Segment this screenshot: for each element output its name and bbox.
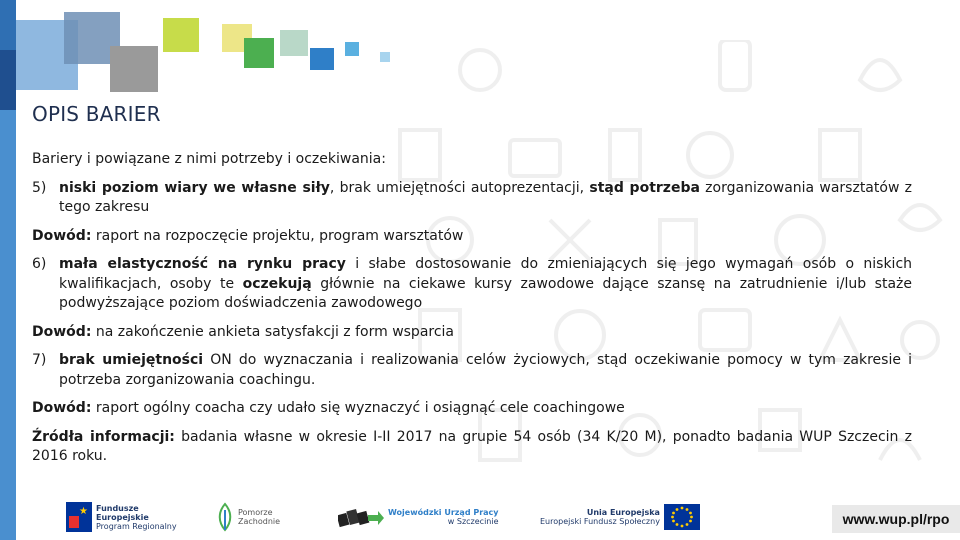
evidence-text: raport na rozpoczęcie projektu, program warsztatów	[91, 227, 464, 244]
item-bold2: stąd potrzeba	[589, 179, 700, 196]
logo-wup	[338, 500, 499, 534]
evidence-7	[32, 399, 912, 419]
svg-text:★: ★	[79, 506, 88, 517]
page-title: OPIS BARIER	[32, 102, 161, 126]
website-link[interactable]: www.wup.pl/rpo	[832, 505, 960, 533]
square	[310, 48, 334, 70]
evidence-text: raport ogólny coacha czy udało się wyznaczyć i osiągnąć cele coachingowe	[91, 400, 625, 416]
sources-text: badania własne w okresie I-II 2017 na grupie 54 osób (34 K/20 M), ponadto badania WUP Szczecin z 2016 roku.	[32, 428, 912, 464]
evidence-6	[32, 323, 912, 343]
pomorze-leaf-icon	[216, 502, 234, 532]
sources	[32, 428, 912, 467]
barriers-content	[32, 150, 912, 476]
logo-pomorze-zachodnie	[216, 500, 280, 534]
barrier-item-6	[32, 255, 912, 314]
logo-text: Fundusze	[96, 503, 139, 513]
item-text	[59, 179, 912, 218]
item-text	[59, 255, 912, 314]
logo-unia-europejska	[540, 500, 700, 534]
item-number: 5)	[32, 179, 47, 196]
side-accent-segment	[0, 50, 16, 110]
side-accent-bar	[0, 0, 16, 540]
item-mid: , brak umiejętności autoprezentacji,	[329, 179, 590, 196]
logo-text: Wojewódzki Urząd Pracy	[388, 508, 499, 517]
square	[244, 38, 274, 68]
barrier-item-7	[32, 351, 912, 390]
item-rest: ON do wyznaczania i realizowania celów życiowych, stąd oczekiwanie pomocy w tym zakresie i potrzeba zorganizowania coachingu.	[59, 352, 912, 388]
logo-text: Zachodnie	[238, 517, 281, 526]
item-rest: głównie na ciekawe kursy zawodowe dające szansę na zatrudnienie i/lub staże podwyższające poziom doświadczenia zawodowego	[59, 275, 912, 311]
square	[280, 30, 308, 56]
ue-text	[540, 508, 660, 526]
evidence-5	[32, 227, 912, 247]
eu-flag-icon	[664, 504, 700, 530]
square	[110, 46, 158, 92]
fe-text	[96, 504, 177, 531]
evidence-label: Dowód:	[32, 323, 92, 340]
logo-fundusze-europejskie	[66, 500, 177, 534]
item-bold: brak umiejętności	[59, 352, 204, 368]
square	[345, 42, 359, 56]
evidence-label: Dowód:	[32, 400, 92, 416]
logo-text: Pomorze	[238, 508, 273, 517]
square	[163, 18, 199, 52]
pomorze-text	[238, 508, 280, 526]
item-bold2: oczekują	[242, 275, 312, 292]
wup-text	[388, 508, 499, 526]
item-rest: zorganizowania warsztatów z tego zakresu	[59, 179, 913, 215]
sources-label: Źródła informacji:	[32, 428, 175, 445]
side-accent-segment	[0, 0, 16, 50]
item-number: 6)	[32, 256, 47, 272]
item-bold: niski poziom wiary we własne siły	[59, 179, 330, 196]
wup-blocks-icon	[338, 504, 384, 530]
logo-text: Europejski Fundusz Społeczny	[540, 517, 660, 526]
evidence-label: Dowód:	[32, 227, 92, 244]
logo-text: Program Regionalny	[96, 521, 177, 531]
item-text	[59, 351, 912, 390]
intro-text: Bariery i powiązane z nimi potrzeby i oczekiwania:	[32, 151, 386, 167]
item-bold: mała elastyczność na rynku pracy	[59, 256, 346, 272]
barrier-item-5	[32, 179, 912, 218]
logo-text: Europejskie	[96, 512, 149, 522]
fe-flag-icon	[66, 502, 92, 532]
item-mid: i słabe dostosowanie do zmieniających się jego wymagań osób o niskich kwalifikacjach, osoby te	[59, 256, 913, 292]
logo-text: w Szczecinie	[447, 517, 499, 526]
item-number: 7)	[32, 352, 47, 368]
evidence-text: na zakończenie ankieta satysfakcji z form wsparcia	[91, 323, 455, 340]
logo-text: Unia Europejska	[586, 508, 660, 517]
